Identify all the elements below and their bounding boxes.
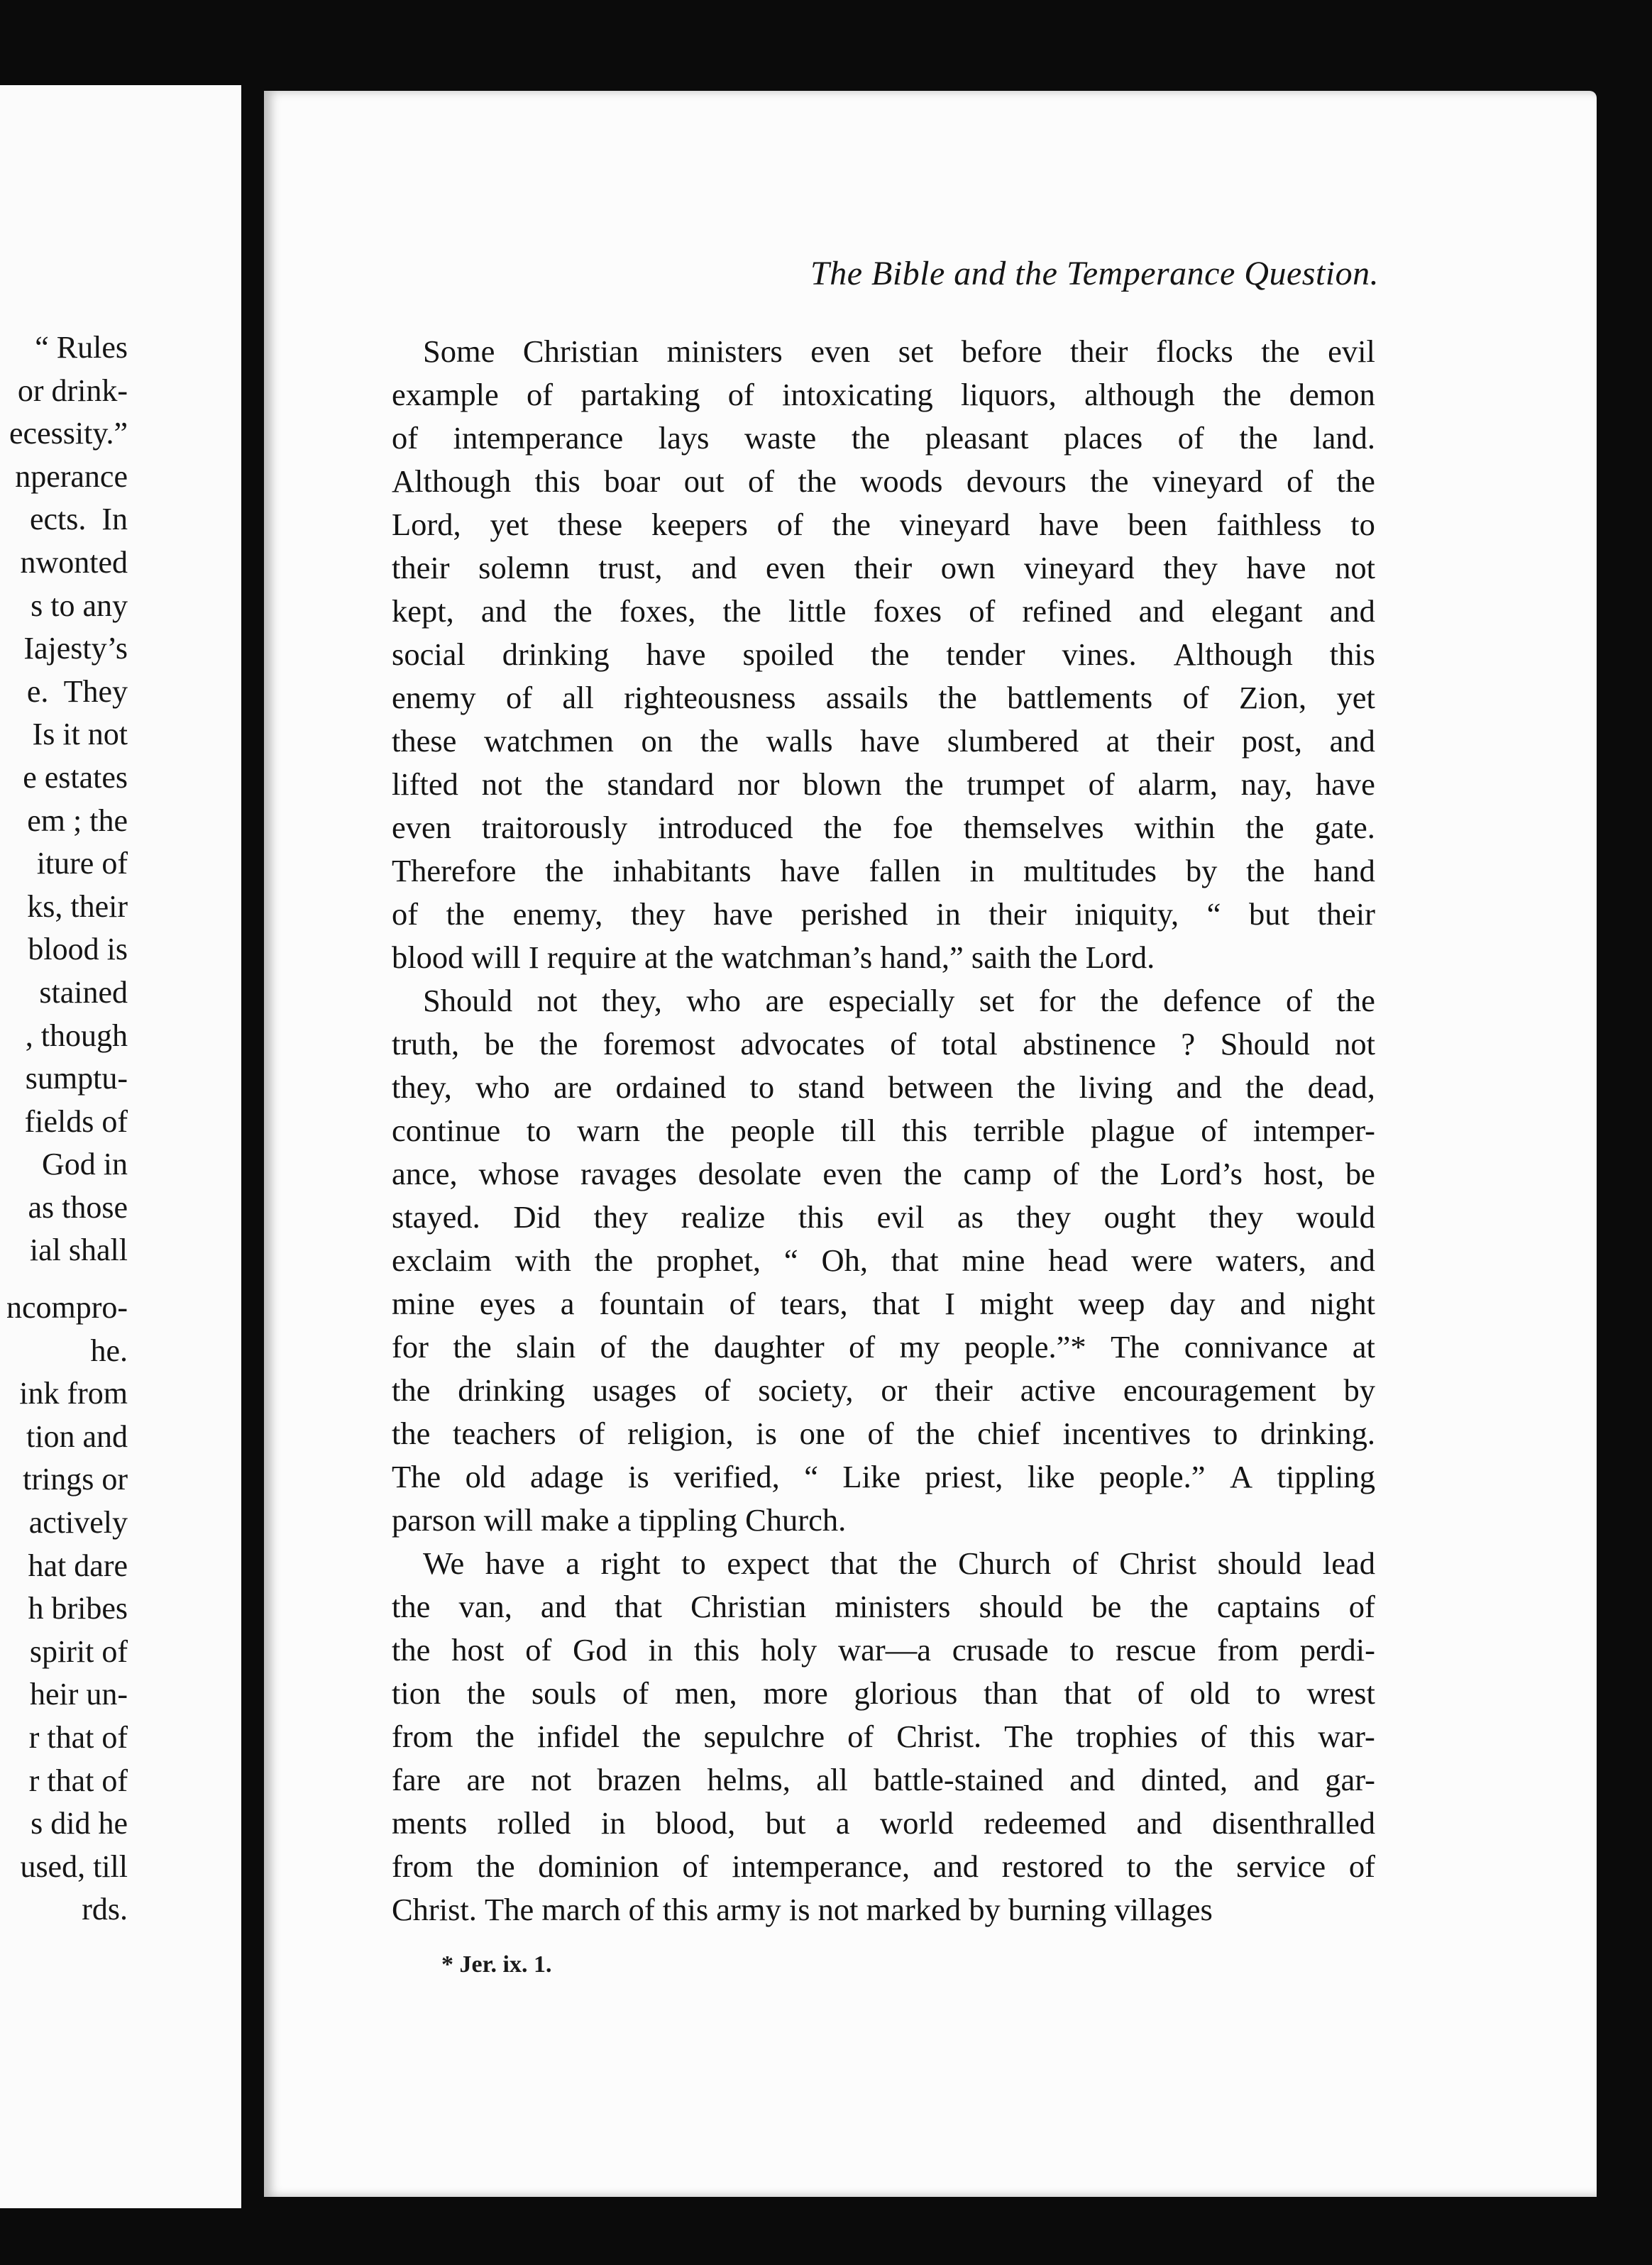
text-line: truth, be the foremost advocates of total abstinence ? Should not [392,1026,1375,1062]
text-line: social drinking have spoiled the tender vines. Although this [392,636,1375,672]
left-page-line: trings or [23,1462,128,1497]
left-page-line: em ; the [27,803,128,838]
scan-border-right [1598,85,1652,2200]
text-line: lifted not the standard nor blown the trumpet of alarm, nay, have [392,766,1375,802]
paragraph-gap [0,1272,128,1286]
left-page-line: r that of [28,1763,128,1798]
text-line: the van, and that Christian ministers should be the captains of [392,1589,1375,1624]
text-line: Lord, yet these keepers of the vineyard have been faithless to [392,507,1375,542]
text-line: enemy of all righteousness assails the battlements of Zion, yet [392,680,1375,715]
left-page-line: Is it not [32,717,128,752]
text-line: even traitorously introduced the foe themselves within the gate. [392,810,1375,845]
text-line: Should not they, who are especially set for the defence of the [423,983,1375,1018]
left-page-line: as those [28,1189,128,1225]
left-page-line: Iajesty’s [23,631,128,666]
left-page-line: nwonted [20,544,128,580]
left-page-text-fragment [0,326,128,1931]
running-head [406,254,1641,304]
text-line: blood will I require at the watchman’s hand,” saith the Lord. [392,939,1155,975]
left-page-line: e estates [23,759,128,795]
text-line: ments rolled in blood, but a world redeemed and disenthralled [392,1805,1375,1841]
left-page-line: he. [90,1333,128,1368]
text-line: for the slain of the daughter of my people.”* The connivance at [392,1329,1375,1365]
text-line: Therefore the inhabitants have fallen in multitudes by the hand [392,853,1375,888]
text-line: they, who are ordained to stand between the living and the dead, [392,1069,1375,1105]
left-page-line: ks, their [27,888,128,924]
text-line: from the infidel the sepulchre of Christ. The trophies of this war- [392,1719,1375,1754]
left-page-line: hat dare [28,1548,128,1583]
left-page-line: actively [28,1505,128,1541]
left-page-line: spirit of [29,1633,128,1669]
left-page-line: ink from [19,1376,128,1411]
text-line: of intemperance lays waste the pleasant places of the land. [392,420,1375,456]
left-page-line: tion and [26,1418,128,1454]
text-line: We have a right to expect that the Church of Christ should lead [423,1545,1375,1581]
left-page-line: fields of [24,1103,128,1139]
text-line: ance, whose ravages desolate even the camp of the Lord’s host, be [392,1156,1375,1191]
text-line: fare are not brazen helms, all battle-stained and dinted, and gar- [392,1762,1375,1797]
text-line: mine eyes a fountain of tears, that I might weep day and night [392,1286,1375,1321]
text-line: the teachers of religion, is one of the chief incentives to drinking. [392,1416,1375,1451]
left-page-line: stained [39,974,128,1010]
text-line: example of partaking of intoxicating liquors, although the demon [392,377,1375,412]
left-page-line: ecessity.” [9,416,128,451]
running-head-title: The Bible and the Temperance Question. [810,255,1380,292]
text-line: from the dominion of intemperance, and restored to the service of [392,1848,1375,1884]
left-page-line: h bribes [28,1591,128,1626]
body-text [392,330,1375,1931]
text-line: the host of God in this holy war—a crusade to rescue from perdi- [392,1632,1375,1668]
left-page-line: ncompro- [6,1290,128,1326]
text-line: continue to warn the people till this terrible plague of intemper- [392,1113,1375,1148]
left-page-line: “ Rules [35,330,128,365]
left-page-line: sumptu- [25,1061,128,1096]
left-page-line: s did he [31,1806,128,1841]
left-page-line: or drink- [17,373,128,408]
text-line: Christ. The march of this army is not marked by burning villages [392,1892,1213,1927]
left-page-line: ial shall [29,1233,128,1268]
left-page-line: s to any [31,588,128,623]
book-gutter [241,78,263,2214]
left-page-line: rds. [82,1892,128,1927]
text-line: of the enemy, they have perished in their iniquity, “ but their [392,896,1375,932]
left-page-line: blood is [28,932,128,967]
footnote: * Jer. ix. 1. [441,1951,552,1978]
text-line: Although this boar out of the woods devours the vineyard of the [392,463,1375,499]
left-page-line: heir un- [29,1677,128,1712]
left-page-line: nperance [15,458,128,494]
left-page-line: ects. In [29,502,128,537]
text-line: the drinking usages of society, or their active encouragement by [392,1372,1375,1408]
text-line: kept, and the foxes, the little foxes of refined and elegant and [392,593,1375,629]
left-page-line: , though [25,1018,128,1053]
left-facing-page [0,85,241,2208]
text-line: Some Christian ministers even set before their flocks the evil [423,334,1375,369]
text-line: stayed. Did they realize this evil as they ought they would [392,1199,1375,1235]
text-line: their solemn trust, and even their own vineyard they have not [392,550,1375,585]
text-line: exclaim with the prophet, “ Oh, that mine head were waters, and [392,1242,1375,1278]
text-line: The old adage is verified, “ Like priest, like people.” A tippling [392,1459,1375,1494]
left-page-line: iture of [36,846,128,881]
left-page-line: God in [42,1147,128,1182]
left-page-line: e. They [26,673,128,709]
left-page-line: used, till [20,1848,128,1884]
text-line: tion the souls of men, more glorious than that of old to wrest [392,1675,1375,1711]
text-line: parson will make a tippling Church. [392,1502,847,1538]
left-page-line: r that of [28,1720,128,1755]
text-line: these watchmen on the walls have slumbered at their post, and [392,723,1375,759]
